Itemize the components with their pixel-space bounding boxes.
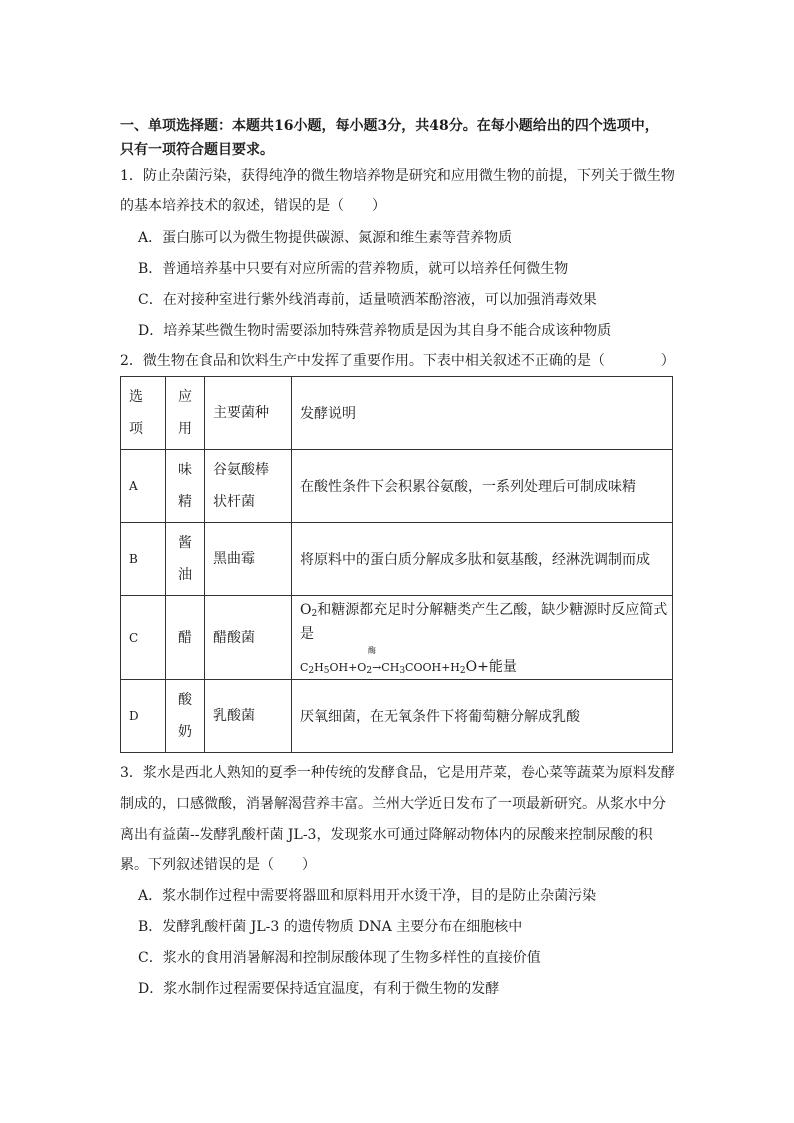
row-c-option: C [121, 596, 166, 680]
enzyme-label: 酶 [368, 645, 376, 655]
row-c-strain: 醋酸菌 [205, 596, 292, 680]
row-d-strain: 乳酸菌 [205, 680, 292, 753]
section-heading-line-2: 只有一项符合题目要求。 [120, 142, 274, 158]
q3-stem-line-4: 累。下列叙述错误的是（ ） [120, 857, 316, 873]
row-b-note: 将原料中的蛋白质分解成多肽和氨基酸，经淋洗调制而成 [292, 523, 673, 596]
row-b-application-char-2: 油 [178, 567, 192, 583]
q3-option-d: D．浆水制作过程需要保持适宜温度，有利于微生物的发酵 [138, 981, 500, 997]
row-a-strain-line-2: 状杆菌 [213, 494, 255, 510]
row-c-note-line-1: $O_2$和糖源都充足时分解糖类产生乙酸，缺少糖源时反应简式是 [300, 601, 668, 642]
q3-stem-line-3: 离出有益菌--发酵乳酸杆菌 JL-3，发现浆水可通过降解动物体内的尿酸来控制尿酸的积 [120, 827, 653, 843]
header-application-char-2: 用 [178, 421, 192, 437]
table-row [121, 680, 673, 753]
row-a-option: A [121, 450, 166, 523]
row-a-note: 在酸性条件下会积累谷氨酸，一系列处理后可制成味精 [292, 450, 673, 523]
q3-option-b: B．发酵乳酸杆菌 JL-3 的遗传物质 DNA 主要分布在细胞核中 [138, 919, 523, 935]
row-b-application [166, 523, 205, 596]
q1-option-c: C．在对接种室进行紫外线消毒前，适量喷洒苯酚溶液，可以加强消毒效果 [138, 292, 597, 308]
header-note-cell: 发酵说明 [292, 377, 673, 450]
row-c-application: 醋 [166, 596, 205, 680]
table-row [121, 450, 673, 523]
table-row [121, 523, 673, 596]
row-d-application-char-2: 奶 [178, 724, 192, 740]
row-b-strain: 黑曲霉 [205, 523, 292, 596]
q3-stem-line-2: 制成的，口感微酸，消暑解渴营养丰富。兰州大学近日发布了一项最新研究。从浆水中分 [120, 796, 666, 812]
reaction-arrow: → [372, 660, 382, 674]
table-header-row [121, 377, 673, 450]
q3-option-c: C．浆水的食用消暑解渴和控制尿酸体现了生物多样性的直接价值 [138, 950, 541, 966]
q1-option-b: B．普通培养基中只要有对应所需的营养物质，就可以培养任何微生物 [138, 261, 569, 277]
row-d-note: 厌氧细菌，在无氧条件下将葡萄糖分解成乳酸 [292, 680, 673, 753]
row-a-application-char-1: 味 [178, 462, 192, 478]
q1-option-d: D．培养某些微生物时需要添加特殊营养物质是因为其自身不能合成该种物质 [138, 323, 612, 339]
table-row [121, 596, 673, 680]
header-application-cell [166, 377, 205, 450]
section-heading-line-1: 一、单项选择题：本题共16小题，每小题3分，共48分。在每小题给出的四个选项中， [120, 118, 659, 134]
row-a-strain [205, 450, 292, 523]
header-option-cell [121, 377, 166, 450]
header-application-char-1: 应 [178, 389, 192, 405]
row-c-note [292, 596, 673, 680]
q3-option-a: A．浆水制作过程中需要将器皿和原料用开水烫干净，目的是防止杂菌污染 [138, 888, 597, 904]
row-d-application [166, 680, 205, 753]
row-a-application-char-2: 精 [178, 494, 192, 510]
row-b-application-char-1: 酱 [178, 535, 192, 551]
header-strain-cell: 主要菌种 [205, 377, 292, 450]
header-option-char-1: 选 [129, 389, 143, 405]
row-b-option: B [121, 523, 166, 596]
q2-stem: 2．微生物在食品和饮料生产中发挥了重要作用。下表中相关叙述不正确的是（ ） [120, 353, 675, 369]
fermentation-table [120, 376, 673, 753]
header-option-char-2: 项 [129, 421, 143, 437]
q3-stem-line-1: 3．浆水是西北人熟知的夏季一种传统的发酵食品，它是用芹菜，卷心菜等蔬菜为原料发酵 [120, 765, 675, 781]
row-d-application-char-1: 酸 [178, 692, 192, 708]
row-d-option: D [121, 680, 166, 753]
q1-stem-line-2: 的基本培养技术的叙述，错误的是（ ） [120, 198, 386, 214]
q1-stem-line-1: 1．防止杂菌污染，获得纯净的微生物培养物是研究和应用微生物的前提，下列关于微生物 [120, 168, 675, 184]
row-a-application [166, 450, 205, 523]
row-a-strain-line-1: 谷氨酸棒 [213, 462, 269, 478]
q1-option-a: A．蛋白胨可以为微生物提供碳源、氮源和维生素等营养物质 [138, 230, 513, 246]
row-c-reaction-equation: 酶 $C_2H_5OH+O_2\to CH_3COOH+H_2O+$能量 [300, 645, 517, 676]
